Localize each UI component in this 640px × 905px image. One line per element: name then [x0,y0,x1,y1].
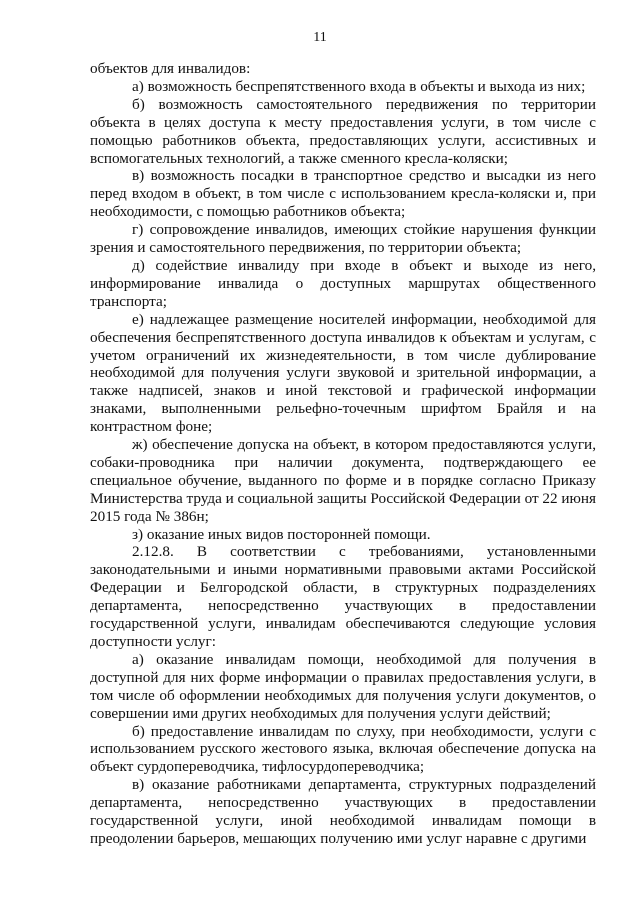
list-item-a: а) возможность беспрепятственного входа в объекты и выхода из них; [132,77,586,95]
list-item-zh: ж) обеспечение допуска на объект, в котором предоставляются услуги, собаки-проводника при наличии документа, подтверждающего ее специальное обучение, выданного по форме и в порядке согласно Приказу Министерства труда и социальной защиты Российской Федерации от 22 июня 2015 года № 386н; [90,436,596,525]
list-item-e: е) надлежащее размещение носителей информации, необходимой для обеспечения беспрепятственного доступа инвалидов к объектам и услугам, с учетом ограничений их жизнедеятельности, в том числе дублирование необходимой для получения услуги звуковой и зрительной информации, а также надписей, знаков и иной текстовой и графической информации знаками, выполненными рельефно-точечным шрифтом Брайля и на контрастном фоне; [90,310,596,436]
list-item-z: з) оказание иных видов посторонней помощи. [132,525,431,543]
list-item-d: д) содействие инвалиду при входе в объект и выходе из него, информирование инвалида о доступных маршрутах общественного транспорта; [90,256,596,310]
list-item-b: б) возможность самостоятельного передвижения по территории объекта в целях доступа к месту предоставления услуги, в том числе с помощью работников объекта, предоставляющих услуги, ассистивных и вспомогательных технологий, а также сменного кресла-коляски; [90,95,596,167]
page-number: 11 [313,30,327,45]
document-body [90,60,596,848]
list-item-v: в) возможность посадки в транспортное средство и высадки из него перед входом в объект, в том числе с использованием кресла-коляски и, при необходимости, с помощью работников объекта; [90,167,596,221]
sub-item-v: в) оказание работниками департамента, структурных подразделений департамента, непосредственно участвующих в предоставлении государственной услуги, иной необходимой инвалидам помощи в преодолении барьеров, мешающих получению ими услуг наравне с другими [90,776,596,847]
section-2-12-8: 2.12.8. В соответствии с требованиями, установленными законодательными и иными нормативными правовыми актами Российской Федерации и Белгородской области, в структурных подразделениях департамента, непосредственно участвующих в предоставлении государственной услуги, инвалидам обеспечиваются следующие условия доступности услуг: [90,543,596,650]
paragraph-continuation: объектов для инвалидов: [90,60,251,77]
list-item-g: г) сопровождение инвалидов, имеющих стойкие нарушения функции зрения и самостоятельного передвижения, по территории объекта; [90,221,596,257]
sub-item-b: б) предоставление инвалидам по слуху, при необходимости, услуги с использованием русского жестового языка, включая обеспечение допуска на объект сурдопереводчика, тифлосурдопереводчика; [90,722,596,776]
sub-item-a: а) оказание инвалидам помощи, необходимой для получения в доступной для них форме информации о правилах предоставления услуги, в том числе об оформлении необходимых для получения услуги документов, о совершении ими других необходимых для получения услуги действий; [90,650,596,722]
